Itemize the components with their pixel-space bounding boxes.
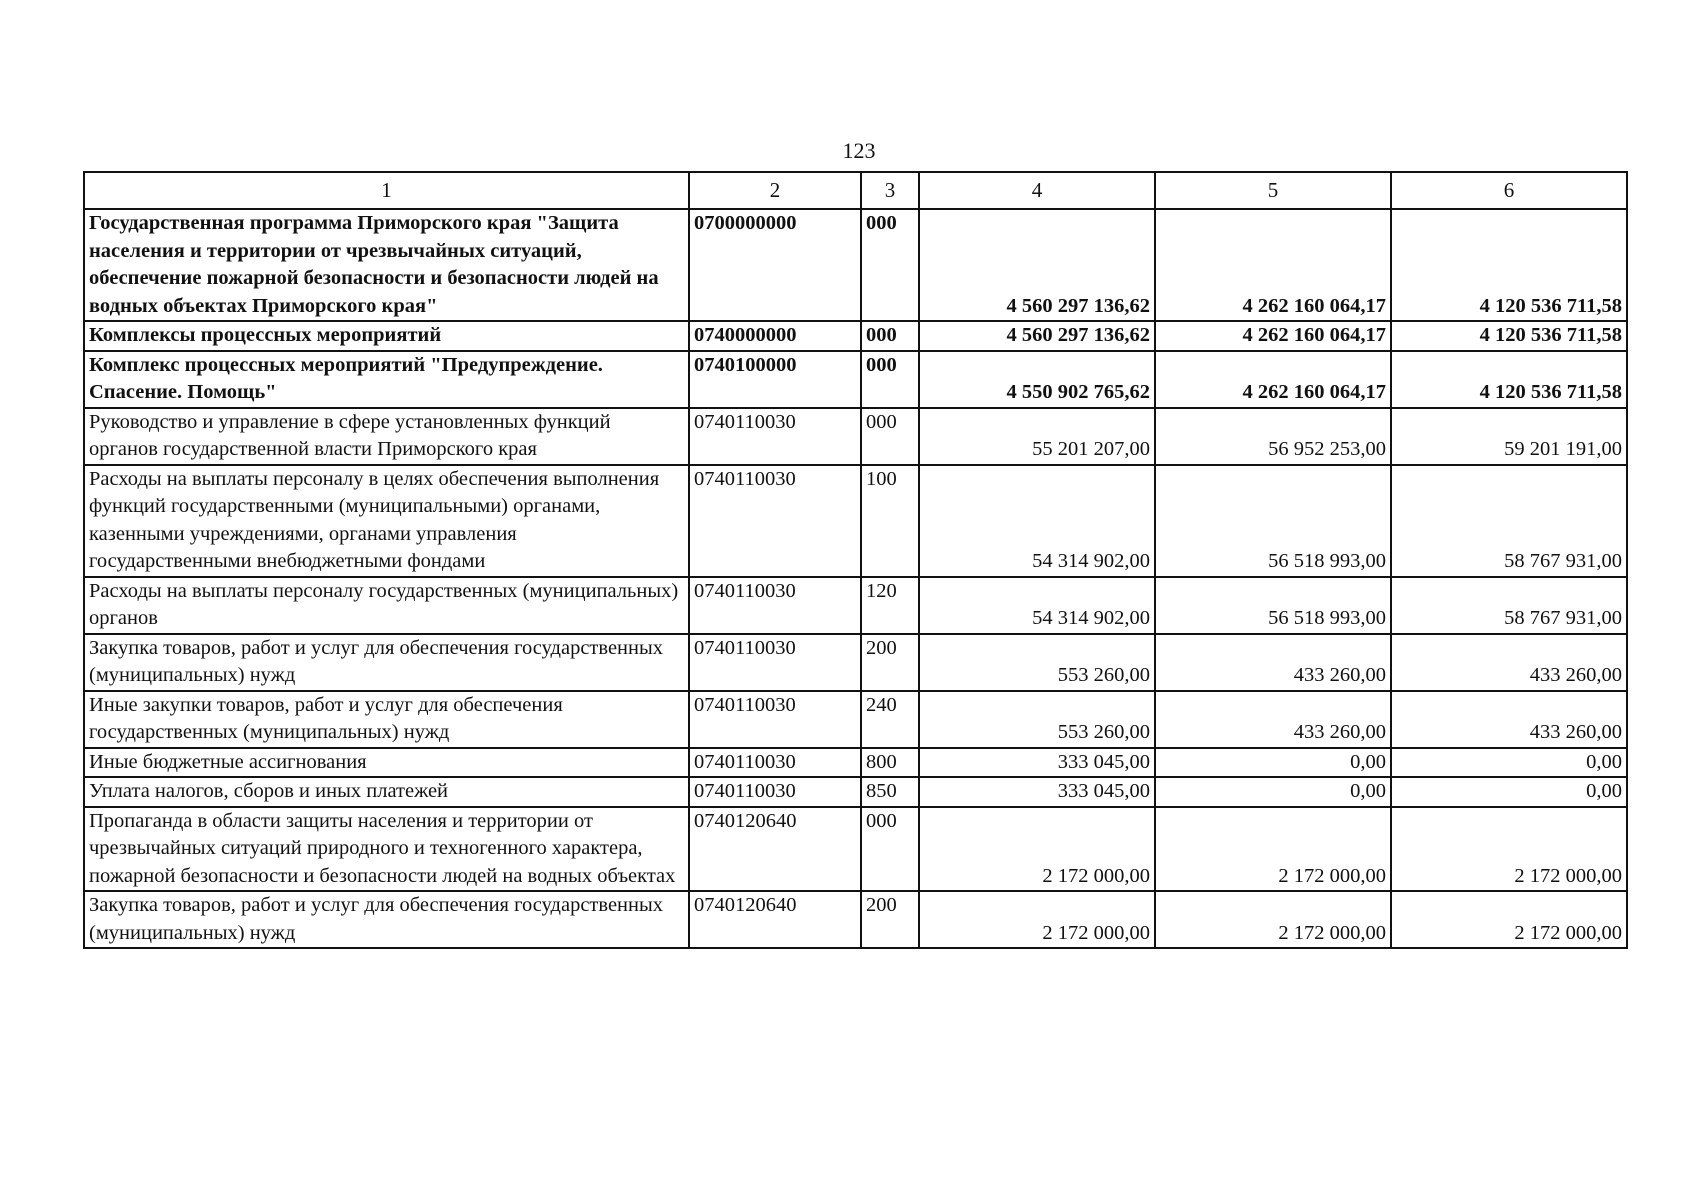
- row-type: 800: [861, 748, 919, 778]
- page-number: 123: [842, 138, 876, 163]
- column-header-6: 6: [1391, 172, 1627, 209]
- row-amount-5: 56 518 993,00: [1155, 465, 1391, 577]
- budget-table: [83, 171, 1628, 949]
- row-amount-4: 4 560 297 136,62: [919, 321, 1155, 351]
- row-amount-4: 4 560 297 136,62: [919, 209, 1155, 321]
- row-code: 0740110030: [689, 465, 861, 577]
- row-amount-4: 54 314 902,00: [919, 465, 1155, 577]
- row-type: 000: [861, 408, 919, 465]
- row-amount-6: 0,00: [1391, 748, 1627, 778]
- table-row: [84, 777, 1627, 807]
- table-row: [84, 408, 1627, 465]
- row-name: Закупка товаров, работ и услуг для обеспечения государственных (муниципальных) нужд: [84, 891, 689, 948]
- table-row: [84, 807, 1627, 892]
- column-header-4: 4: [919, 172, 1155, 209]
- row-amount-4: 55 201 207,00: [919, 408, 1155, 465]
- row-name: Расходы на выплаты персоналу государственных (муниципальных) органов: [84, 577, 689, 634]
- column-header-5: 5: [1155, 172, 1391, 209]
- row-amount-5: 2 172 000,00: [1155, 807, 1391, 892]
- table-row: [84, 209, 1627, 321]
- table-row: [84, 321, 1627, 351]
- row-code: 0740120640: [689, 891, 861, 948]
- row-type: 000: [861, 807, 919, 892]
- row-type: 850: [861, 777, 919, 807]
- table-row: [84, 634, 1627, 691]
- row-code: 0740110030: [689, 748, 861, 778]
- row-amount-4: 333 045,00: [919, 748, 1155, 778]
- row-code: 0700000000: [689, 209, 861, 321]
- row-name: Комплекс процессных мероприятий "Предупреждение. Спасение. Помощь": [84, 351, 689, 408]
- row-code: 0740110030: [689, 577, 861, 634]
- row-code: 0740000000: [689, 321, 861, 351]
- row-amount-5: 4 262 160 064,17: [1155, 351, 1391, 408]
- row-amount-5: 0,00: [1155, 777, 1391, 807]
- row-amount-5: 433 260,00: [1155, 691, 1391, 748]
- row-amount-6: 433 260,00: [1391, 634, 1627, 691]
- table-row: [84, 351, 1627, 408]
- row-name: Руководство и управление в сфере установленных функций органов государственной власти Приморского края: [84, 408, 689, 465]
- row-amount-6: 2 172 000,00: [1391, 891, 1627, 948]
- row-amount-5: 4 262 160 064,17: [1155, 321, 1391, 351]
- row-amount-6: 58 767 931,00: [1391, 465, 1627, 577]
- table-row: [84, 577, 1627, 634]
- row-name: Пропаганда в области защиты населения и территории от чрезвычайных ситуаций природного и техногенного характера, пожарной безопасности и безопасности людей на водных объектах: [84, 807, 689, 892]
- row-amount-5: 56 518 993,00: [1155, 577, 1391, 634]
- row-amount-6: 59 201 191,00: [1391, 408, 1627, 465]
- column-header-1: 1: [84, 172, 689, 209]
- row-amount-4: 553 260,00: [919, 634, 1155, 691]
- column-header-3: 3: [861, 172, 919, 209]
- row-amount-6: 2 172 000,00: [1391, 807, 1627, 892]
- row-amount-4: 54 314 902,00: [919, 577, 1155, 634]
- row-type: 000: [861, 209, 919, 321]
- row-code: 0740110030: [689, 408, 861, 465]
- row-amount-6: 4 120 536 711,58: [1391, 209, 1627, 321]
- table-row: [84, 748, 1627, 778]
- row-amount-6: 0,00: [1391, 777, 1627, 807]
- row-type: 200: [861, 891, 919, 948]
- row-code: 0740120640: [689, 807, 861, 892]
- row-name: Комплексы процессных мероприятий: [84, 321, 689, 351]
- row-name: Государственная программа Приморского края "Защита населения и территории от чрезвычайных ситуаций, обеспечение пожарной безопасности и безопасности людей на водных объектах Приморского края": [84, 209, 689, 321]
- row-code: 0740100000: [689, 351, 861, 408]
- table-row: [84, 891, 1627, 948]
- row-code: 0740110030: [689, 634, 861, 691]
- row-name: Закупка товаров, работ и услуг для обеспечения государственных (муниципальных) нужд: [84, 634, 689, 691]
- row-type: 120: [861, 577, 919, 634]
- row-name: Иные закупки товаров, работ и услуг для обеспечения государственных (муниципальных) нужд: [84, 691, 689, 748]
- column-header-2: 2: [689, 172, 861, 209]
- row-type: 000: [861, 351, 919, 408]
- row-amount-4: 333 045,00: [919, 777, 1155, 807]
- row-type: 100: [861, 465, 919, 577]
- row-amount-4: 2 172 000,00: [919, 891, 1155, 948]
- row-amount-4: 2 172 000,00: [919, 807, 1155, 892]
- table-header-row: [84, 172, 1627, 209]
- row-code: 0740110030: [689, 777, 861, 807]
- row-amount-4: 4 550 902 765,62: [919, 351, 1155, 408]
- row-amount-4: 553 260,00: [919, 691, 1155, 748]
- row-amount-6: 433 260,00: [1391, 691, 1627, 748]
- row-amount-5: 2 172 000,00: [1155, 891, 1391, 948]
- row-amount-5: 4 262 160 064,17: [1155, 209, 1391, 321]
- row-amount-5: 0,00: [1155, 748, 1391, 778]
- row-name: Уплата налогов, сборов и иных платежей: [84, 777, 689, 807]
- row-type: 200: [861, 634, 919, 691]
- table-row: [84, 691, 1627, 748]
- row-type: 240: [861, 691, 919, 748]
- row-amount-5: 56 952 253,00: [1155, 408, 1391, 465]
- table-row: [84, 465, 1627, 577]
- row-name: Иные бюджетные ассигнования: [84, 748, 689, 778]
- row-code: 0740110030: [689, 691, 861, 748]
- row-amount-6: 4 120 536 711,58: [1391, 321, 1627, 351]
- row-type: 000: [861, 321, 919, 351]
- row-name: Расходы на выплаты персоналу в целях обеспечения выполнения функций государственными (муниципальными) органами, казенными учреждениями, органами управления государственными внебюджетными фондами: [84, 465, 689, 577]
- row-amount-6: 58 767 931,00: [1391, 577, 1627, 634]
- row-amount-6: 4 120 536 711,58: [1391, 351, 1627, 408]
- row-amount-5: 433 260,00: [1155, 634, 1391, 691]
